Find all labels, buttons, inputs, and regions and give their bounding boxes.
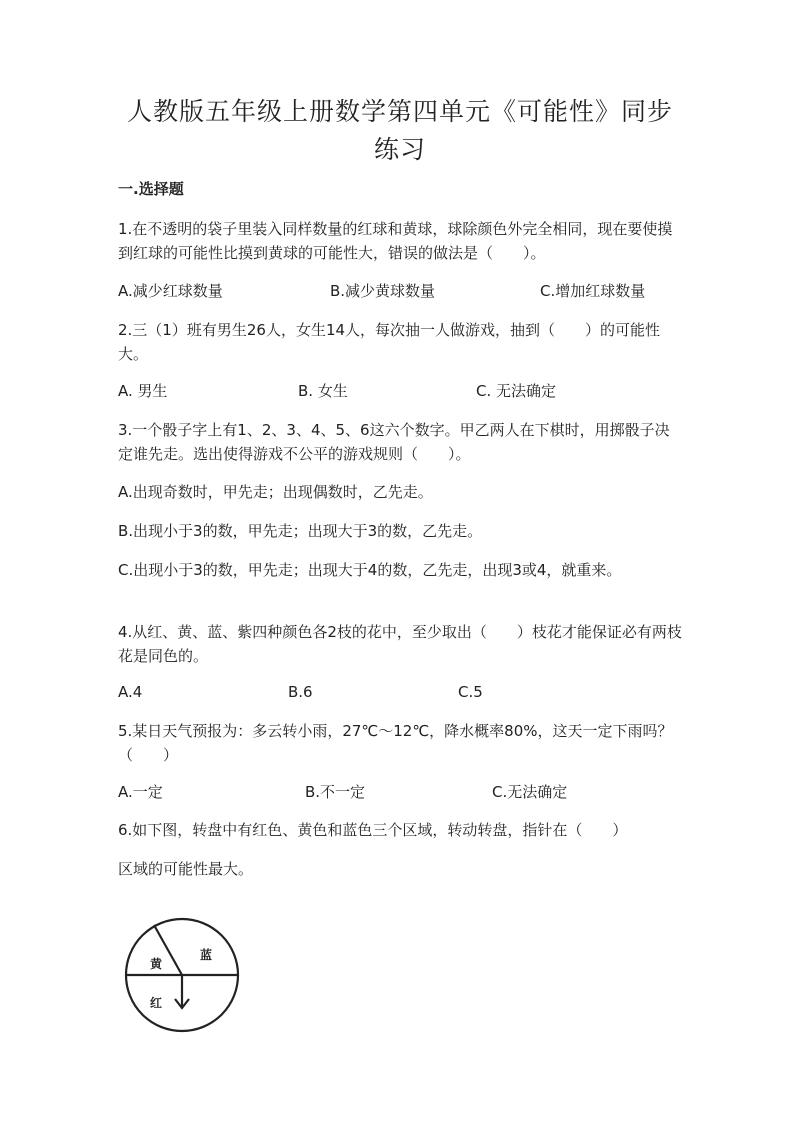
question-6-line-1: 6.如下图，转盘中有红色、黄色和蓝色三个区域，转动转盘，指针在（ ） [118,821,628,839]
spinner-label-blue: 蓝 [200,948,213,962]
q4-option-b[interactable]: B.6 [288,683,313,701]
q1-option-a[interactable]: A.减少红球数量 [118,282,223,300]
q5-option-a[interactable]: A.一定 [118,783,163,801]
question-1: 1.在不透明的袋子里装入同样数量的红球和黄球，球除颜色外完全相同，现在要使摸到红球的可能性比摸到黄球的可能性大，错误的做法是（ ）。 [118,220,673,262]
q2-option-c[interactable]: C. 无法确定 [476,382,557,400]
q3-option-b[interactable]: B.出现小于3的数，甲先走；出现大于3的数，乙先走。 [118,522,483,540]
q2-option-b[interactable]: B. 女生 [298,382,348,400]
q1-option-c[interactable]: C.增加红球数量 [540,282,646,300]
q3-option-a[interactable]: A.出现奇数时，甲先走；出现偶数时，乙先走。 [118,483,433,501]
q5-option-b[interactable]: B.不一定 [305,783,366,801]
question-5: 5.某日天气预报为：多云转小雨，27℃～12℃，降水概率80%，这天一定下雨吗？（ ） [118,722,673,764]
q5-option-c[interactable]: C.无法确定 [492,783,568,801]
spinner-diagram [122,915,246,1039]
q3-option-c[interactable]: C.出现小于3的数，甲先走；出现大于4的数，乙先走，出现3或4，就重来。 [118,561,622,579]
page-title: 人教版五年级上册数学第四单元《可能性》同步练习 [126,97,673,164]
q4-option-c[interactable]: C.5 [458,683,483,701]
question-2: 2.三（1）班有男生26人，女生14人，每次抽一人做游戏，抽到（ ）的可能性大。 [118,321,661,363]
down-arrow-icon [175,975,189,1008]
spinner-label-red: 红 [150,996,163,1010]
q2-option-a[interactable]: A. 男生 [118,382,168,400]
spinner-label-yellow: 黄 [150,957,163,971]
question-6-line-2: 区域的可能性最大。 [118,860,254,878]
question-3: 3.一个骰子字上有1、2、3、4、5、6这六个数字。甲乙两人在下棋时，用掷骰子决定谁先走。选出使得游戏不公平的游戏规则（ ）。 [118,421,670,463]
q1-option-b[interactable]: B.减少黄球数量 [330,282,436,300]
q4-option-a[interactable]: A.4 [118,683,143,701]
question-4: 4.从红、黄、蓝、紫四种颜色各2枝的花中，至少取出（ ）枝花才能保证必有两枝花是同色的。 [118,623,682,665]
section-heading: 一.选择题 [118,180,184,198]
